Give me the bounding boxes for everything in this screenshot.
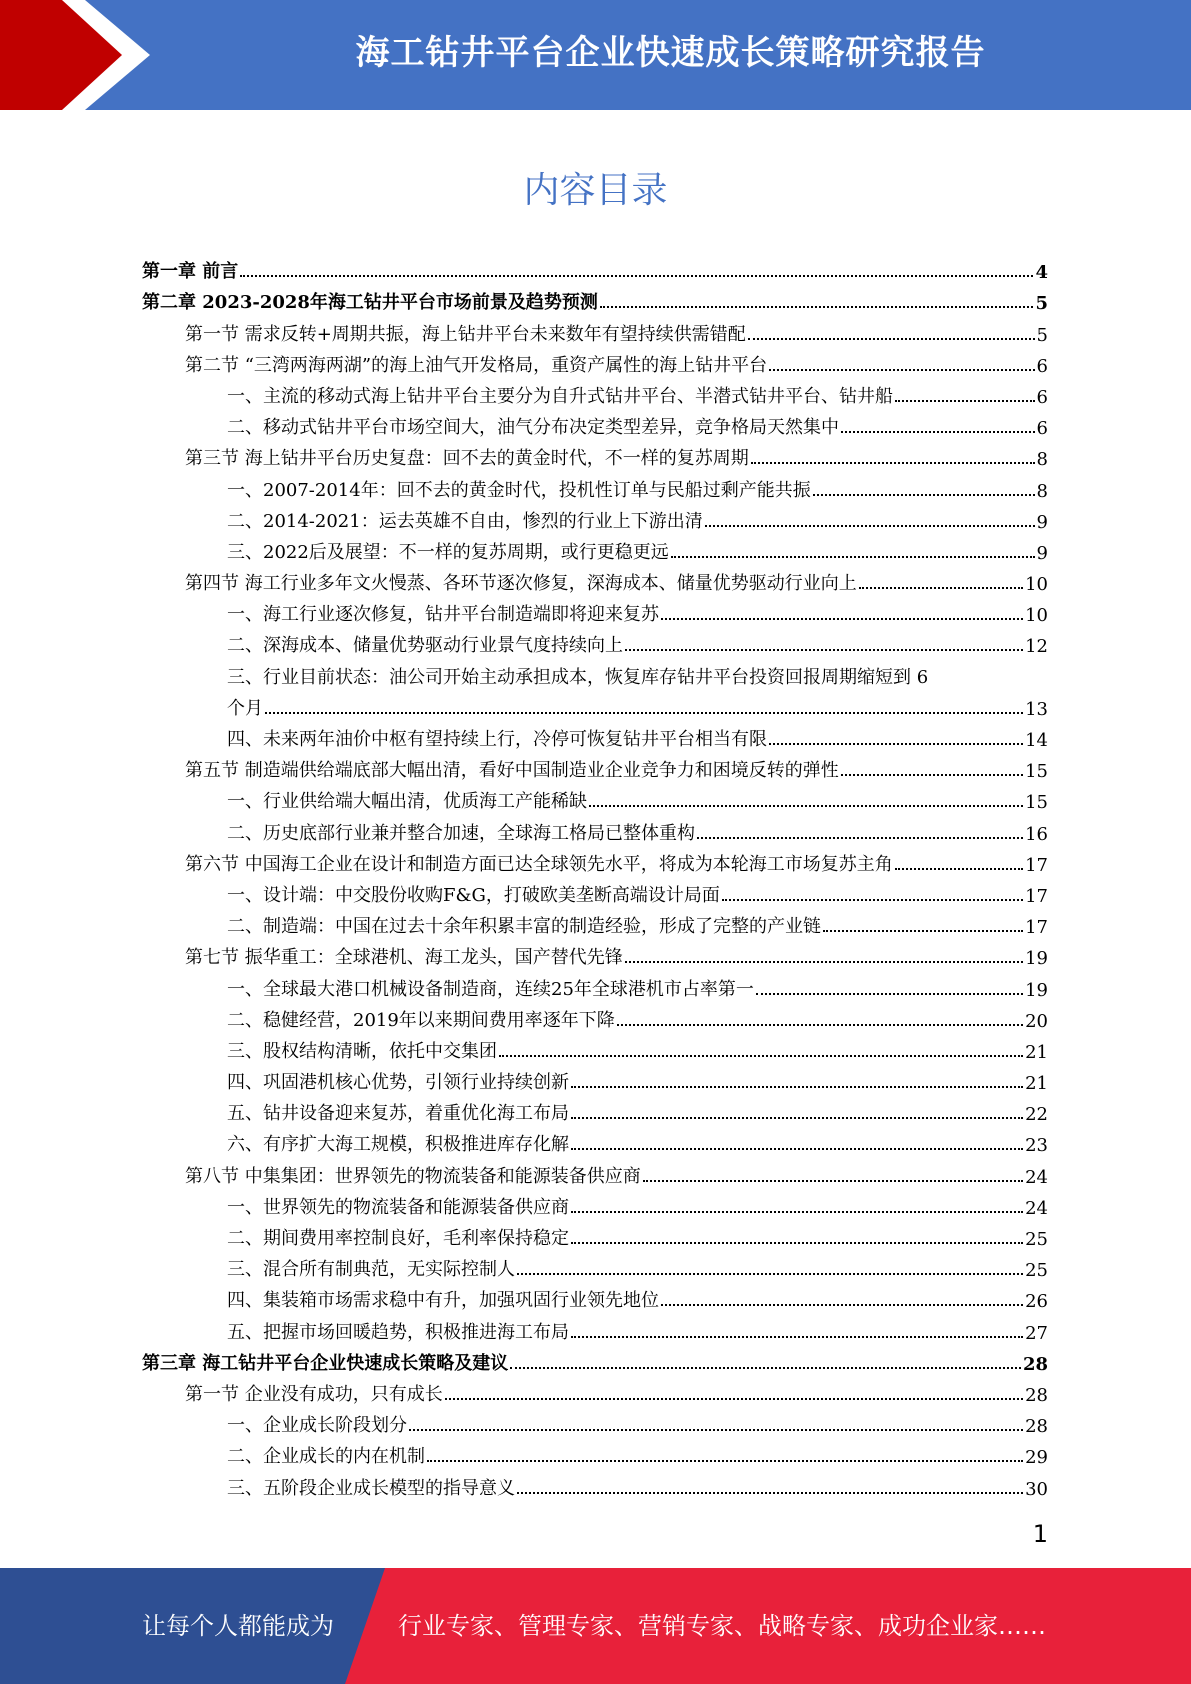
- toc-entry-title: 第一节 需求反转+周期共振，海上钻井平台未来数年有望持续供需错配: [185, 323, 746, 345]
- toc-entry-page: 6: [1036, 386, 1048, 408]
- toc-entry[interactable]: [142, 254, 1048, 285]
- toc-entry-page: 16: [1025, 823, 1048, 845]
- toc-entry[interactable]: [142, 316, 1048, 347]
- toc-dot-leader: [625, 649, 1023, 651]
- toc-entry-page: 8: [1036, 449, 1048, 471]
- toc-entry[interactable]: [142, 815, 1048, 846]
- toc-entry[interactable]: [142, 285, 1048, 316]
- toc-entry-title: 二、制造端：中国在过去十余年积累丰富的制造经验，形成了完整的产业链: [227, 916, 821, 938]
- toc-entry-title: 第五节 制造端供给端底部大幅出清，看好中国制造业企业竞争力和困境反转的弹性: [185, 760, 839, 782]
- toc-entry-page: 24: [1025, 1197, 1048, 1219]
- toc-entry-page: 17: [1025, 885, 1048, 907]
- toc-dot-leader: [769, 369, 1034, 371]
- toc-dot-leader: [823, 930, 1023, 932]
- toc-dot-leader: [571, 1086, 1023, 1088]
- toc-dot-leader: [722, 899, 1023, 901]
- toc-entry[interactable]: [142, 1003, 1048, 1034]
- toc-entry[interactable]: [142, 1377, 1048, 1408]
- page-footer: [0, 1568, 1191, 1684]
- toc-entry-title: 二、深海成本、储量优势驱动行业景气度持续向上: [227, 635, 623, 657]
- toc-entry-title: 一、2007-2014年：回不去的黄金时代，投机性订单与民船过剩产能共振: [227, 479, 811, 501]
- toc-dot-leader: [445, 1398, 1023, 1400]
- toc-dot-leader: [571, 1336, 1023, 1338]
- toc-entry-title: 三、股权结构清晰，依托中交集团: [227, 1040, 497, 1062]
- toc-entry-title: 二、移动式钻井平台市场空间大，油气分布决定类型差异，竞争格局天然集中: [227, 417, 839, 439]
- toc-entry-page: 12: [1025, 636, 1048, 658]
- toc-dot-leader: [661, 1304, 1023, 1306]
- toc-entry-page: 19: [1025, 979, 1048, 1001]
- toc-entry[interactable]: [142, 597, 1048, 628]
- toc-entry[interactable]: [142, 784, 1048, 815]
- toc-entry-title: 三、2022后及展望：不一样的复苏周期，或行更稳更远: [227, 541, 669, 563]
- toc-entry-page: 5: [1036, 324, 1048, 346]
- chevron-arrow-icon: [0, 0, 150, 110]
- toc-dot-leader: [571, 1211, 1023, 1213]
- toc-dot-leader: [427, 1460, 1023, 1462]
- toc-entry-page: 6: [1036, 418, 1048, 440]
- toc-entry-title: 一、行业供给端大幅出清，优质海工产能稀缺: [227, 791, 587, 813]
- toc-entry-page: 17: [1025, 854, 1048, 876]
- toc-entry[interactable]: [142, 691, 1048, 722]
- toc-entry-title: 三、行业目前状态：油公司开始主动承担成本，恢复库存钻井平台投资回报周期缩短到 6: [227, 666, 929, 688]
- toc-entry[interactable]: [142, 1065, 1048, 1096]
- toc-dot-leader: [517, 1273, 1023, 1275]
- toc-dot-leader: [517, 1492, 1023, 1494]
- toc-entry-title: 第二章 2023-2028年海工钻井平台市场前景及趋势预测: [142, 292, 598, 314]
- toc-entry-page: 15: [1025, 761, 1048, 783]
- toc-entry-page: 17: [1025, 917, 1048, 939]
- toc-heading: 内容目录: [523, 170, 668, 211]
- toc-entry[interactable]: [142, 1096, 1048, 1127]
- toc-entry-page: 21: [1025, 1073, 1048, 1095]
- toc-entry[interactable]: [142, 1408, 1048, 1439]
- footer-slogan-left: 让每个人都能成为: [142, 1612, 334, 1640]
- footer-slogan-right: 行业专家、管理专家、营销专家、战略专家、成功企业家……: [398, 1612, 1046, 1640]
- toc-entry-page: 8: [1036, 480, 1048, 502]
- toc-dot-leader: [510, 1367, 1021, 1369]
- toc-entry-page: 9: [1036, 542, 1048, 564]
- toc-entry[interactable]: [142, 504, 1048, 535]
- toc-entry-title: 第八节 中集集团：世界领先的物流装备和能源装备供应商: [185, 1165, 641, 1187]
- toc-dot-leader: [671, 556, 1035, 558]
- toc-entry-page: 20: [1025, 1010, 1048, 1032]
- toc-entry-title: 四、巩固港机核心优势，引领行业持续创新: [227, 1072, 569, 1094]
- toc-entry[interactable]: [142, 659, 1048, 690]
- toc-entry[interactable]: [142, 940, 1048, 971]
- toc-dot-leader: [571, 1242, 1023, 1244]
- toc-entry[interactable]: [142, 1127, 1048, 1158]
- toc-entry-title: 五、钻井设备迎来复苏，着重优化海工布局: [227, 1103, 569, 1125]
- toc-entry-page: 15: [1025, 792, 1048, 814]
- toc-entry[interactable]: [142, 847, 1048, 878]
- toc-dot-leader: [571, 1117, 1023, 1119]
- toc-dot-leader: [499, 1055, 1023, 1057]
- toc-dot-leader: [769, 743, 1023, 745]
- toc-entry[interactable]: [142, 472, 1048, 503]
- toc-entry-page: 28: [1022, 1353, 1048, 1375]
- toc-entry-title: 二、期间费用率控制良好，毛利率保持稳定: [227, 1228, 569, 1249]
- toc-entry-title: 第三章 海工钻井平台企业快速成长策略及建议: [142, 1352, 509, 1374]
- toc-entry-page: 23: [1025, 1135, 1048, 1157]
- toc-entry-title: 第一节 企业没有成功，只有成长: [185, 1383, 443, 1405]
- toc-entry-title: 四、集装箱市场需求稳中有升，加强巩固行业领先地位: [227, 1290, 659, 1312]
- page-number: 1: [1032, 1520, 1048, 1548]
- toc-entry-title: 三、混合所有制典范，无实际控制人: [227, 1259, 515, 1281]
- toc-entry-page: 4: [1035, 262, 1048, 284]
- toc-dot-leader: [895, 400, 1035, 402]
- toc-entry-title: 一、全球最大港口机械设备制造商，连续25年全球港机市占率第一: [227, 978, 754, 1000]
- toc-entry[interactable]: [142, 1314, 1048, 1345]
- toc-entry-title: 个月: [227, 697, 263, 719]
- toc-dot-leader: [859, 587, 1023, 589]
- toc-entry[interactable]: [142, 441, 1048, 472]
- toc-entry[interactable]: [142, 1470, 1048, 1501]
- toc-dot-leader: [751, 462, 1035, 464]
- toc-entry-page: 25: [1025, 1260, 1048, 1282]
- page-header: [0, 0, 1191, 110]
- toc-dot-leader: [265, 712, 1023, 714]
- toc-dot-leader: [841, 774, 1023, 776]
- toc-entry-title: 一、世界领先的物流装备和能源装备供应商: [227, 1196, 569, 1218]
- toc-entry-page: 9: [1036, 511, 1048, 533]
- toc-entry-title: 二、企业成长的内在机制: [227, 1446, 425, 1468]
- toc-entry-page: 10: [1025, 605, 1048, 627]
- toc-dot-leader: [697, 837, 1023, 839]
- toc-entry-title: 三、五阶段企业成长模型的指导意义: [227, 1477, 515, 1499]
- toc-entry-page: 29: [1025, 1447, 1048, 1469]
- toc-dot-leader: [625, 961, 1023, 963]
- report-title: 海工钻井平台企业快速成长策略研究报告: [355, 33, 986, 73]
- toc-dot-leader: [841, 431, 1035, 433]
- toc-entry[interactable]: [142, 348, 1048, 379]
- toc-entry[interactable]: [142, 410, 1048, 441]
- toc-dot-leader: [748, 338, 1035, 340]
- toc-entry-title: 第七节 振华重工：全球港机、海工龙头，国产替代先锋: [185, 947, 623, 969]
- toc-dot-leader: [589, 805, 1023, 807]
- toc-entry-title: 一、设计端：中交股份收购F&G，打破欧美垄断高端设计局面: [227, 884, 720, 906]
- toc-entry-page: 27: [1025, 1322, 1048, 1344]
- toc-entry[interactable]: [142, 1034, 1048, 1065]
- toc-entry[interactable]: [142, 971, 1048, 1002]
- toc-entry-title: 第一章 前言: [142, 261, 239, 283]
- toc-entry[interactable]: [142, 753, 1048, 784]
- toc-entry[interactable]: [142, 1221, 1048, 1252]
- toc-entry-title: 第二节 “三湾两海两湖”的海上油气开发格局，重资产属性的海上钻井平台: [185, 354, 768, 376]
- toc-entry[interactable]: [142, 379, 1048, 410]
- toc-entry-title: 第六节 中国海工企业在设计和制造方面已达全球领先水平，将成为本轮海工市场复苏主角: [185, 853, 893, 875]
- toc-entry-page: 24: [1025, 1166, 1048, 1188]
- toc-entry-page: 5: [1035, 293, 1048, 315]
- toc-entry-page: 10: [1025, 574, 1048, 596]
- toc-entry-title: 二、2014-2021：运去英雄不自由，惨烈的行业上下游出清: [227, 510, 703, 532]
- toc-entry[interactable]: [142, 722, 1048, 753]
- toc-entry[interactable]: [142, 878, 1048, 909]
- table-of-contents: [142, 254, 1048, 1502]
- toc-entry-title: 一、海工行业逐次修复，钻井平台制造端即将迎来复苏: [227, 604, 659, 626]
- toc-dot-leader: [571, 1148, 1023, 1150]
- toc-dot-leader: [895, 868, 1023, 870]
- toc-entry-page: 25: [1025, 1229, 1048, 1250]
- toc-entry-page: 30: [1025, 1478, 1048, 1500]
- toc-entry-title: 一、主流的移动式海上钻井平台主要分为自升式钻井平台、半潜式钻井平台、钻井船: [227, 385, 893, 407]
- toc-dot-leader: [643, 1180, 1023, 1182]
- toc-entry-page: 6: [1036, 355, 1048, 377]
- toc-entry-title: 五、把握市场回暖趋势，积极推进海工布局: [227, 1321, 569, 1343]
- toc-entry[interactable]: [142, 1439, 1048, 1470]
- toc-dot-leader: [409, 1429, 1023, 1431]
- toc-dot-leader: [756, 993, 1023, 995]
- toc-entry-title: 第四节 海工行业多年文火慢蒸、各环节逐次修复，深海成本、储量优势驱动行业向上: [185, 573, 857, 595]
- toc-dot-leader: [240, 275, 1033, 277]
- toc-entry-page: 14: [1025, 730, 1048, 751]
- toc-entry-title: 一、企业成长阶段划分: [227, 1415, 407, 1437]
- toc-entry-page: 28: [1025, 1384, 1048, 1406]
- toc-entry[interactable]: [142, 566, 1048, 597]
- toc-entry[interactable]: [142, 1283, 1048, 1314]
- toc-entry[interactable]: [142, 1252, 1048, 1283]
- toc-entry[interactable]: [142, 535, 1048, 566]
- toc-dot-leader: [705, 525, 1035, 527]
- toc-entry-title: 六、有序扩大海工规模，积极推进库存化解: [227, 1134, 569, 1156]
- toc-entry[interactable]: [142, 1190, 1048, 1221]
- toc-entry-title: 四、未来两年油价中枢有望持续上行，冷停可恢复钻井平台相当有限: [227, 729, 767, 750]
- toc-entry[interactable]: [142, 1158, 1048, 1189]
- toc-entry-title: 二、稳健经营，2019年以来期间费用率逐年下降: [227, 1009, 615, 1031]
- toc-entry[interactable]: [142, 628, 1048, 659]
- toc-dot-leader: [600, 306, 1034, 308]
- toc-dot-leader: [661, 618, 1023, 620]
- toc-entry-title: 二、历史底部行业兼并整合加速，全球海工格局已整体重构: [227, 822, 695, 844]
- toc-entry-page: 26: [1025, 1291, 1048, 1313]
- toc-entry-page: 19: [1025, 948, 1048, 970]
- toc-entry-page: 28: [1025, 1416, 1048, 1438]
- toc-entry-page: 22: [1025, 1104, 1048, 1126]
- toc-entry-title: 第三节 海上钻井平台历史复盘：回不去的黄金时代，不一样的复苏周期: [185, 448, 749, 470]
- toc-entry[interactable]: [142, 909, 1048, 940]
- toc-entry-page: 13: [1025, 698, 1048, 720]
- toc-entry[interactable]: [142, 1346, 1048, 1377]
- toc-dot-leader: [617, 1024, 1023, 1026]
- toc-dot-leader: [813, 494, 1035, 496]
- toc-entry-page: 21: [1025, 1041, 1048, 1063]
